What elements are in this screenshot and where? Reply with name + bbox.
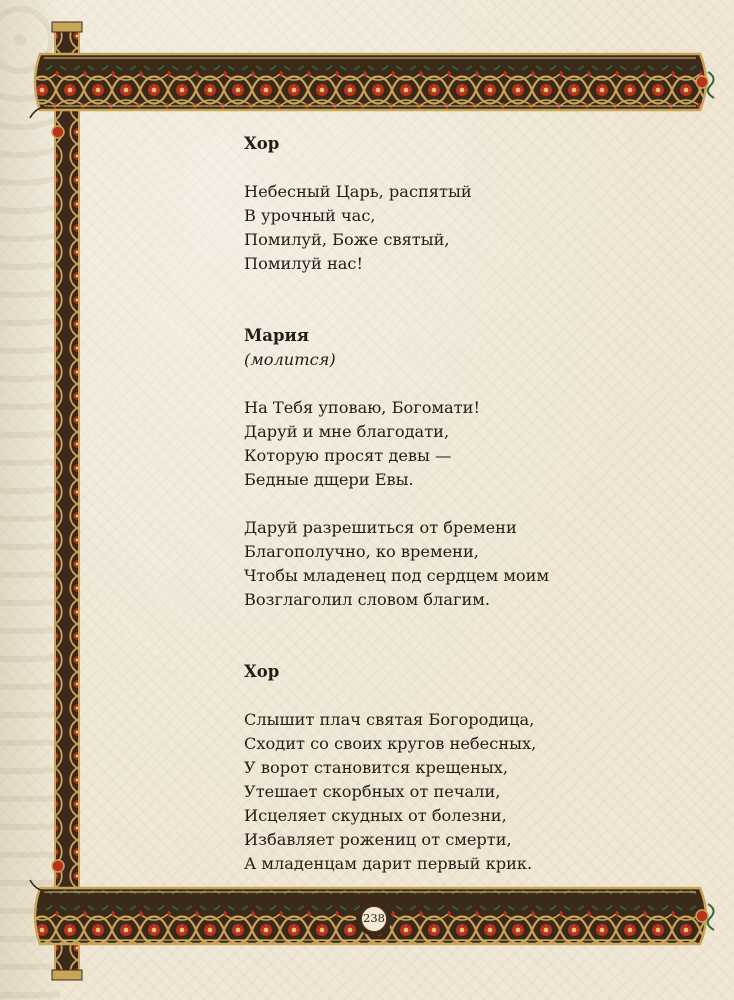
speaker-name: Хор: [244, 134, 280, 153]
verse-line: На Тебя уповаю, Богомати!: [244, 398, 480, 417]
section-chorus-2: [244, 660, 674, 876]
verse-line: Помилуй нас!: [244, 254, 363, 273]
left-vertical-border: [52, 22, 82, 980]
stanza: [244, 708, 674, 876]
section-maria: [244, 324, 674, 612]
section-chorus-1: [244, 132, 674, 276]
stanza: [244, 396, 674, 492]
speaker-name: Мария: [244, 326, 309, 345]
stage-direction: (молится): [244, 350, 336, 369]
verse-line: Слышит плач святая Богородица,: [244, 710, 535, 729]
verse-line: Которую просят девы —: [244, 446, 452, 465]
verse-line: Даруй разрешиться от бремени: [244, 518, 517, 537]
verse-line: Сходит со своих кругов небесных,: [244, 734, 537, 753]
verse-line: Избавляет рожениц от смерти,: [244, 830, 512, 849]
verse-line: Помилуй, Боже святый,: [244, 230, 450, 249]
verse-line: В урочный час,: [244, 206, 376, 225]
verse-line: Чтобы младенец под сердцем моим: [244, 566, 550, 585]
poem-text: [244, 132, 674, 876]
page-number: 238: [361, 906, 387, 932]
stanza: [244, 180, 674, 276]
verse-line: Исцеляет скудных от болезни,: [244, 806, 507, 825]
verse-line: Благополучно, ко времени,: [244, 542, 479, 561]
verse-line: А младенцам дарит первый крик.: [244, 854, 533, 873]
verse-line: У ворот становится крещеных,: [244, 758, 509, 777]
top-ornament-band: [30, 54, 714, 138]
verse-line: Утешает скорбных от печали,: [244, 782, 501, 801]
stanza: [244, 516, 674, 612]
verse-line: Бедные дщери Евы.: [244, 470, 414, 489]
verse-line: Возглаголил словом благим.: [244, 590, 490, 609]
verse-line: Небесный Царь, распятый: [244, 182, 472, 201]
verse-line: Даруй и мне благодати,: [244, 422, 450, 441]
speaker-name: Хор: [244, 662, 280, 681]
